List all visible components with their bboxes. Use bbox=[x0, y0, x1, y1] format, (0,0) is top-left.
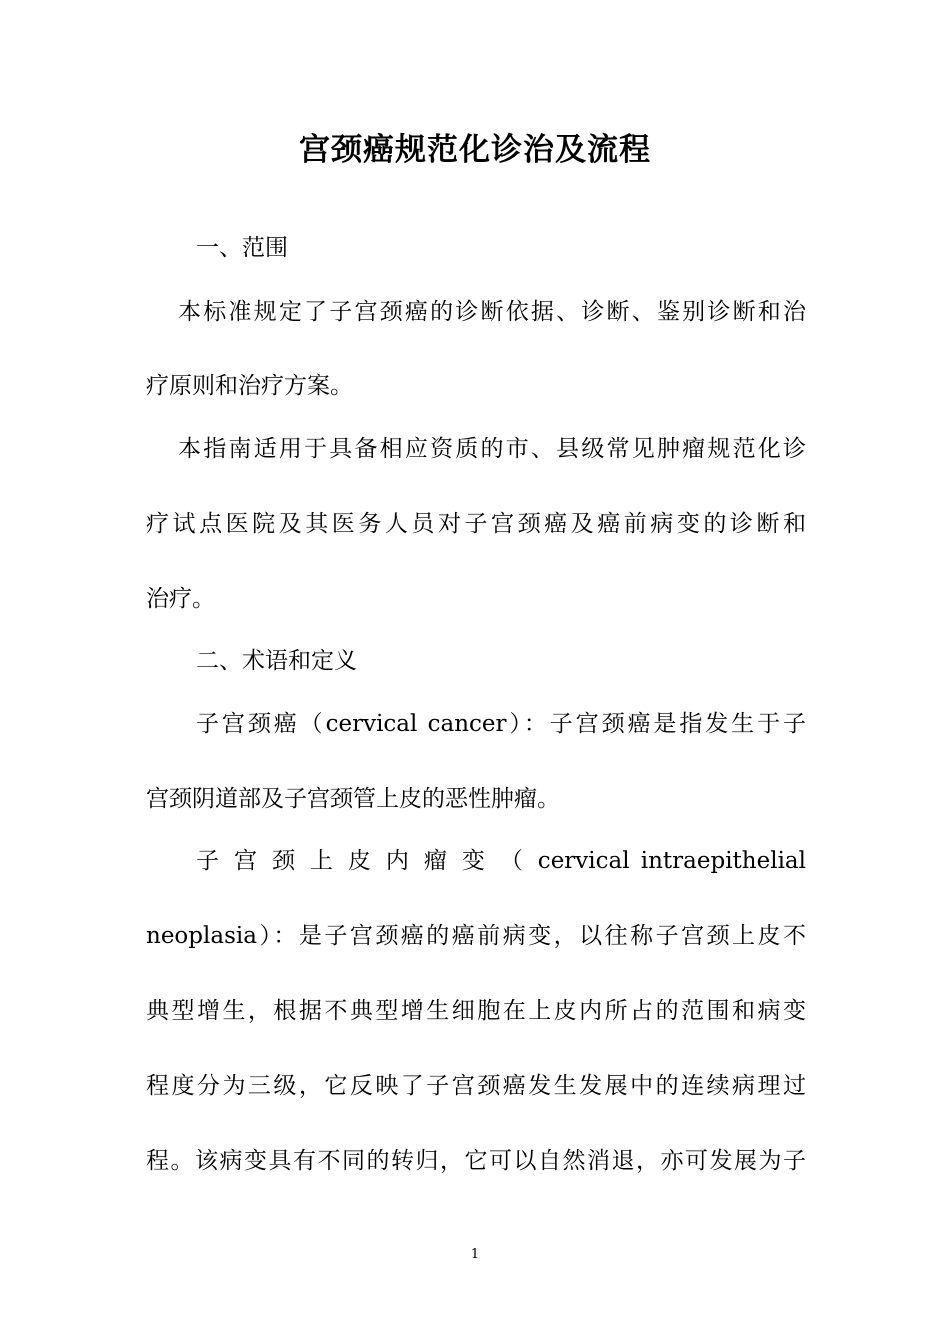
paragraph-line: 子宫颈癌（cervical cancer）：子宫颈癌是指发生于子 bbox=[196, 711, 806, 737]
paragraph-line: 本指南适用于具备相应资质的市、县级常见肿瘤规范化诊 bbox=[178, 436, 806, 462]
paragraph-line: 疗原则和治疗方案。 bbox=[146, 373, 353, 399]
section-heading-terms: 二、术语和定义 bbox=[196, 648, 357, 674]
section-heading-scope: 一、范围 bbox=[196, 235, 288, 261]
paragraph-line: 治疗。 bbox=[146, 586, 215, 612]
page-number: 1 bbox=[470, 1247, 480, 1262]
paragraph-line: neoplasia）：是子宫颈癌的癌前病变，以往称子宫颈上皮不 bbox=[146, 923, 806, 949]
paragraph-line: 宫颈阴道部及子宫颈管上皮的恶性肿瘤。 bbox=[146, 786, 560, 812]
document-title: 宫颈癌规范化诊治及流程 bbox=[299, 132, 651, 168]
paragraph-line: 程。该病变具有不同的转归，它可以自然消退，亦可发展为子 bbox=[146, 1148, 806, 1174]
paragraph-line: 疗试点医院及其医务人员对子宫颈癌及癌前病变的诊断和 bbox=[146, 511, 806, 537]
paragraph-line: 本标准规定了子宫颈癌的诊断依据、诊断、鉴别诊断和治 bbox=[178, 299, 806, 325]
paragraph-line: 子 宫 颈 上 皮 内 瘤 变 （ cervical intraepithelial bbox=[196, 848, 806, 874]
paragraph-line: 典型增生，根据不典型增生细胞在上皮内所占的范围和病变 bbox=[146, 998, 806, 1024]
paragraph-line: 程度分为三级，它反映了子宫颈癌发生发展中的连续病理过 bbox=[146, 1073, 806, 1099]
